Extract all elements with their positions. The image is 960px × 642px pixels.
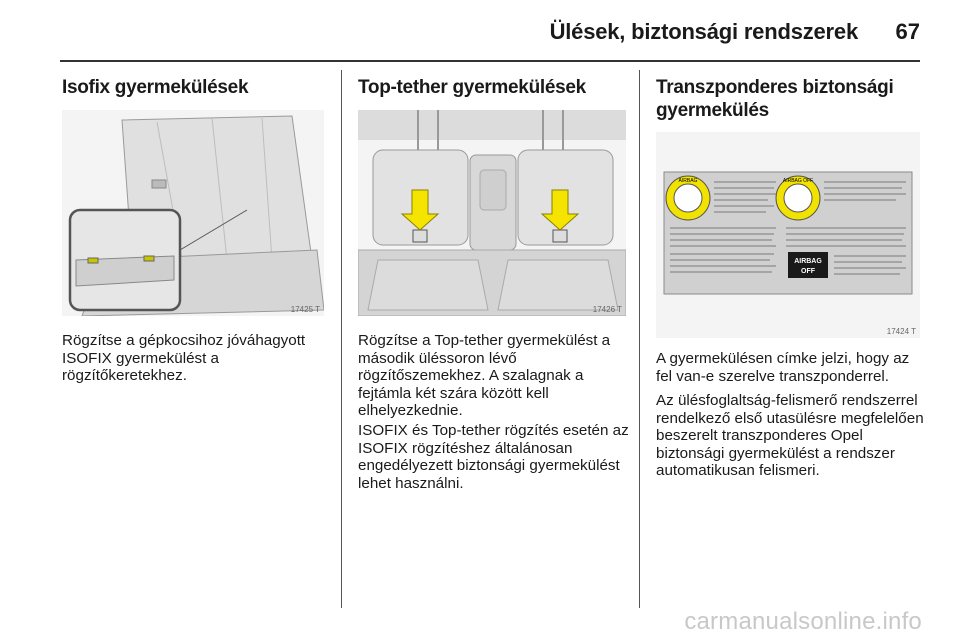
page-header [60,14,920,54]
airbag-off-box-line2: OFF [801,268,815,275]
heading-top-tether: Top-tether gyermekülések [358,77,586,98]
paragraph: A gyermekülésen címke jelzi, hogy az fel van-e szerelve transzponderrel. [656,350,910,385]
figure-transponder [656,132,920,338]
paragraph: Rögzítse a gépkocsihoz jóváhagyott ISOFIX gyermekülést a rögzítőkeretekhez. [62,332,306,385]
figure-number: 17426 T [592,305,622,314]
paragraph: ISOFIX és Top-tether rögzítés esetén az ISOFIX rögzítéshez általánosan engedélyezett biztonsági gyermekülést lehet használni. [358,422,629,492]
column-transponder [656,76,926,122]
figure-top-tether [358,110,626,316]
top-tether-illustration [358,110,626,316]
airbag-off-box-line1: AIRBAG [794,258,822,265]
column-divider [639,70,640,608]
column-top-tether [358,76,633,99]
watermark: carmanualsonline.info [684,608,922,635]
figure-number: 17425 T [290,305,320,314]
paragraph: Az ülésfoglaltság-felismerő rendszerrel rendelkező első utasülésre megfelelően beszerelt transzponderes Opel biztonsági gyermekülést a rendszer automatikusan felismeri. [656,392,924,480]
paragraph: Rögzítse a Top-tether gyermekülést a második üléssoron lévő rögzítőszemekhez. A szalagnak a fejtámla két szára között kell elhelyezkednie. [358,332,611,420]
figure-isofix [62,110,324,316]
isofix-seat-illustration [62,110,324,316]
figure-number: 17424 T [886,327,916,336]
column-divider [341,70,342,608]
heading-isofix: Isofix gyermekülések [62,77,249,98]
airbag-label: AIRBAG [678,178,698,184]
airbag-off-label: AIRBAG OFF [782,178,814,184]
header-rule [60,60,920,62]
page-number: 67 [895,19,920,44]
transponder-label-illustration [656,132,920,338]
section-title: Ülések, biztonsági rendszerek [549,19,858,44]
heading-transponder: Transzponderes biztonsági gyermekülés [656,77,894,121]
column-isofix [62,76,332,99]
